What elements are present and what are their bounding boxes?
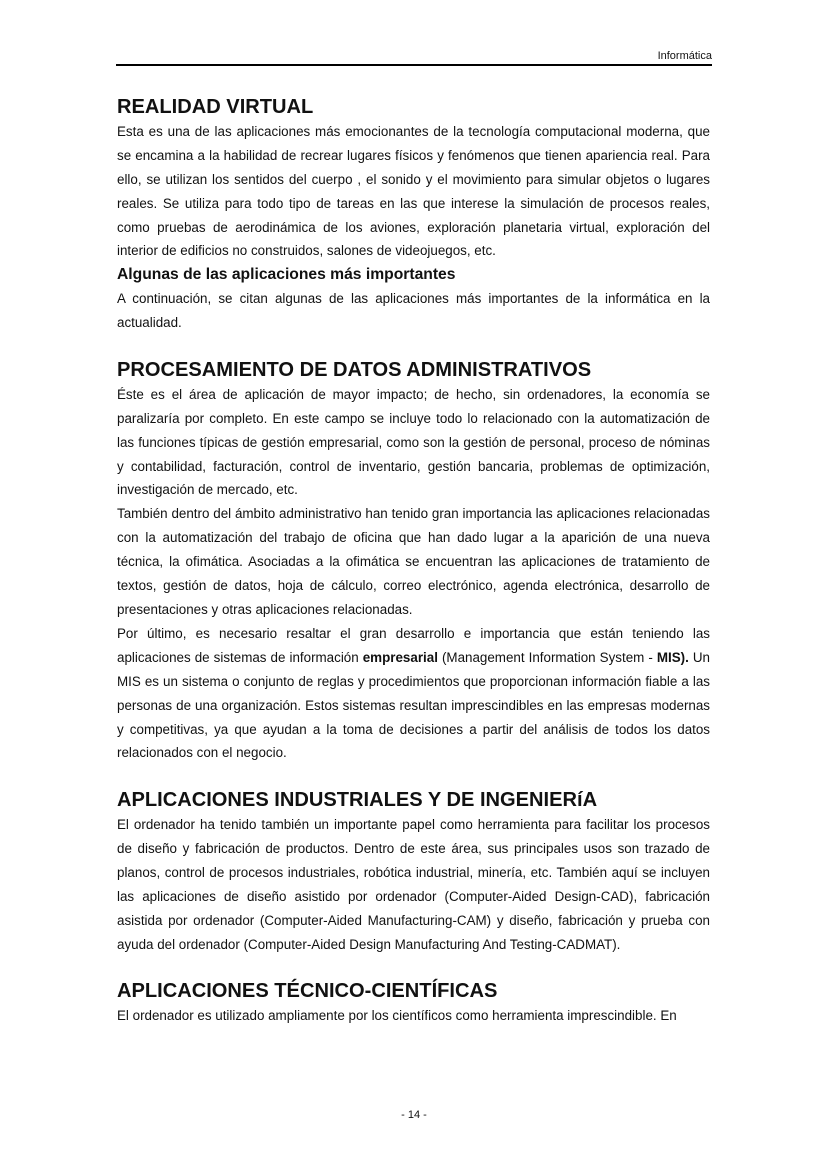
section-gap xyxy=(117,335,710,359)
page-number: - 14 - xyxy=(401,1109,427,1121)
paragraph-rv-2: A continuación, se citan algunas de las aplicaciones más importantes de la informática en la actualidad. xyxy=(117,291,710,331)
pda-3-text-a: Por último, es necesario resaltar el gran desarrollo e importancia que están teniendo las aplicaciones de sistemas de información xyxy=(117,625,710,665)
document-body xyxy=(117,96,710,1028)
header-title: Informática xyxy=(657,50,712,62)
section-gap xyxy=(117,957,710,981)
paragraph-pda-3 xyxy=(117,622,710,765)
paragraph-pda-2: También dentro del ámbito administrativo han tenido gran importancia las aplicaciones relacionadas con la automatización del trabajo de oficina que han dado lugar a la aparición de una nueva técnica, la ofimática. Asociadas a la ofimática se encuentran las aplicaciones de tratamiento de textos, gestión de datos, hoja de cálculo, correo electrónico, agenda electrónica, desarrollo de presentaciones y otras aplicaciones relacionadas. xyxy=(117,506,710,618)
paragraph-rv-1: Esta es una de las aplicaciones más emocionantes de la tecnología computacional moderna, que se encamina a la habilidad de recrear lugares físicos y fenómenos que tienen apariencia real. Para ello, se utilizan los sentidos del cuerpo , el sonido y el movimiento para simular objetos o lugares reales. Se utiliza para todo tipo de tareas en las que interese la simulación de procesos reales, como pruebas de aerodinámica de los aviones, exploración planetaria virtual, exploración del interior de edificios no construidos, salones de videojuegos, etc. xyxy=(117,123,710,259)
section-heading-procesamiento: PROCESAMIENTO DE DATOS ADMINISTRATIVOS xyxy=(117,358,592,381)
pda-3-bold-mis: MIS). xyxy=(656,649,689,665)
paragraph-atc-1: El ordenador es utilizado ampliamente por los científicos como herramienta imprescindible. En xyxy=(117,1008,677,1024)
section-heading-realidad-virtual: REALIDAD VIRTUAL xyxy=(117,96,314,118)
pda-3-bold-empresarial: empresarial xyxy=(362,649,438,665)
section-heading-tecnico-cientificas: APLICACIONES TÉCNICO-CIENTÍFICAS xyxy=(117,980,498,1003)
section-heading-industriales: APLICACIONES INDUSTRIALES Y DE INGENIERíA xyxy=(117,789,598,812)
pda-3-text-c: (Management Information System - xyxy=(437,649,657,665)
pda-3-text-e: Un MIS es un sistema o conjunto de reglas y procedimientos que proporcionan información fiable a las personas de una organización. Estos sistemas resultan imprescindibles en las empresas modernas y competitivas, ya que ayudan a la toma de decisiones a partir del análisis de todos los datos relacionados con el negocio. xyxy=(117,649,711,761)
paragraph-pda-1: Éste es el área de aplicación de mayor impacto; de hecho, sin ordenadores, la economía se paralizaría por completo. En este campo se incluye todo lo relacionado con la automatización de las funciones típicas de gestión empresarial, como son la gestión de personal, proceso de nóminas y contabilidad, facturación, control de inventario, gestión bancaria, problemas de optimización, investigación de mercado, etc. xyxy=(117,386,710,498)
page-header xyxy=(116,50,712,66)
section-gap xyxy=(117,765,710,789)
subheading-aplicaciones: Algunas de las aplicaciones más importantes xyxy=(117,266,456,284)
paragraph-aii-1: El ordenador ha tenido también un importante papel como herramienta para facilitar los procesos de diseño y fabricación de productos. Dentro de este área, sus principales usos son trazado de planos, control de procesos industriales, robótica industrial, minería, etc. También aquí se incluyen las aplicaciones de diseño asistido por ordenador (Computer-Aided Design-CAD), fabricación asistida por ordenador (Computer-Aided Manufacturing-CAM) y diseño, fabricación y prueba con ayuda del ordenador (Computer-Aided Design Manufacturing And Testing-CADMAT). xyxy=(117,817,710,952)
